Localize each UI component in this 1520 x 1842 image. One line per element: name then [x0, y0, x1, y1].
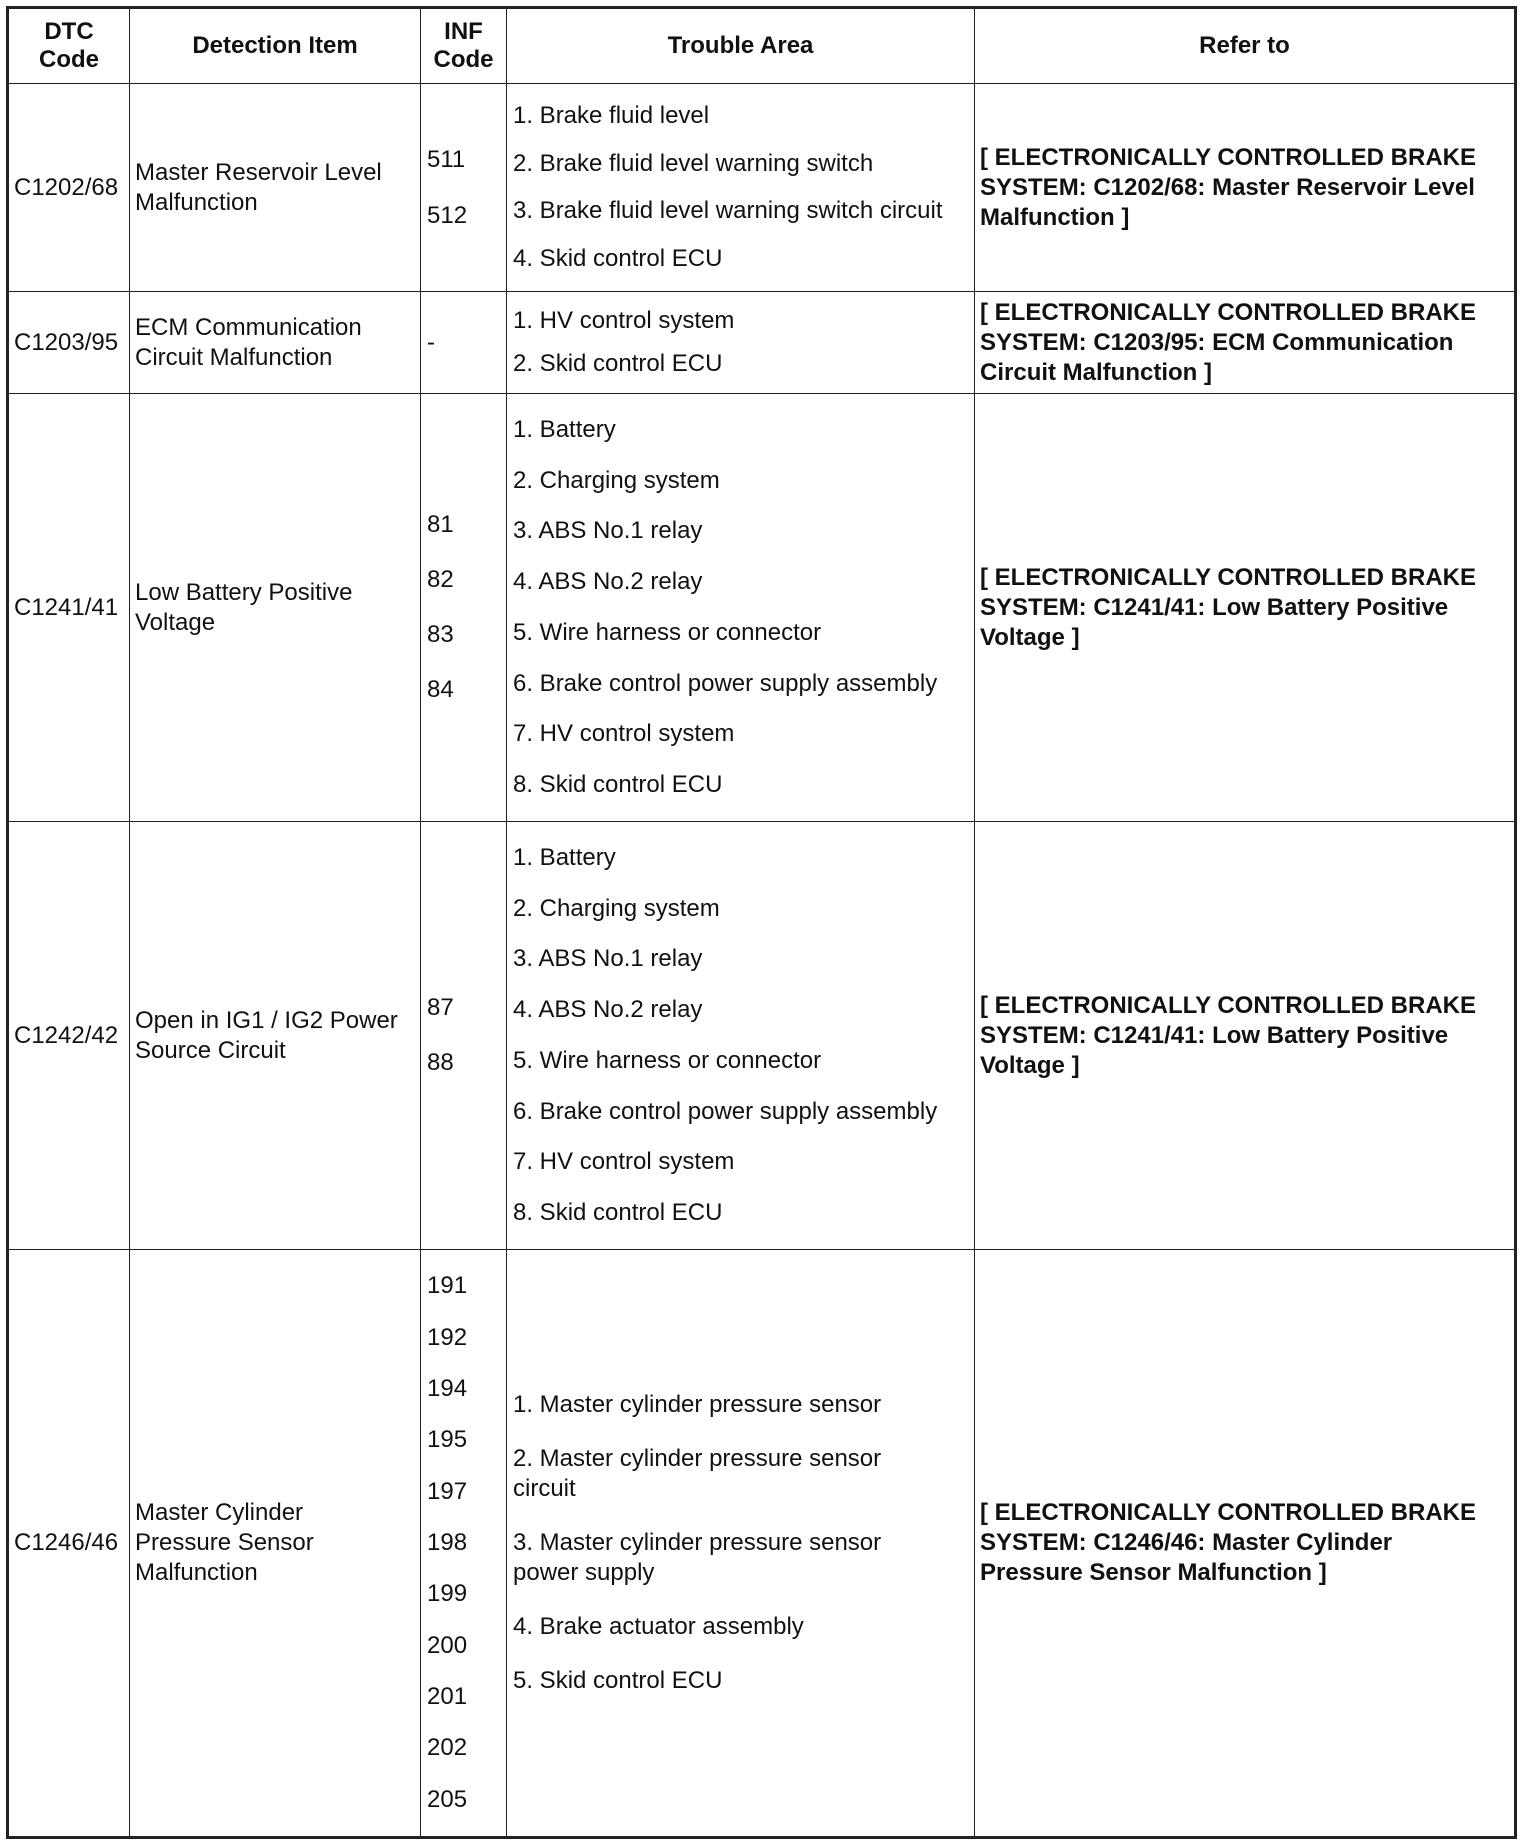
- trouble-area-cell: [507, 822, 975, 1250]
- trouble-item: 1. Brake fluid level: [513, 102, 710, 130]
- inf-code: 81: [427, 511, 454, 538]
- detection-item-cell: [130, 84, 421, 292]
- refer-to-cell: [975, 394, 1516, 822]
- trouble-item: 2. Charging system: [513, 894, 720, 922]
- detection-line: Pressure Sensor: [135, 1529, 314, 1556]
- detection-item-cell: [130, 1250, 421, 1838]
- refer-line: [ ELECTRONICALLY CONTROLLED BRAKE: [980, 1499, 1477, 1526]
- detection-line: ECM Communication: [135, 313, 362, 341]
- trouble-item: 2. Master cylinder pressure sensor circuit: [513, 1445, 882, 1502]
- inf-code: 83: [427, 621, 454, 648]
- trouble-item: 8. Skid control ECU: [513, 1199, 723, 1227]
- trouble-item: 1. Battery: [513, 415, 616, 443]
- trouble-item: 4. ABS No.2 relay: [513, 568, 703, 596]
- header-dtc-code: [8, 8, 130, 84]
- inf-code: 201: [427, 1682, 468, 1710]
- refer-to-cell: [975, 1250, 1516, 1838]
- trouble-item: 5. Skid control ECU: [513, 1667, 723, 1694]
- header-detection-item: Detection Item: [130, 8, 421, 84]
- trouble-item: 3. ABS No.1 relay: [513, 945, 703, 973]
- trouble-item: 6. Brake control power supply assembly: [513, 1097, 938, 1125]
- trouble-item: 7. HV control system: [513, 1148, 735, 1176]
- detection-line: Source Circuit: [135, 1036, 286, 1064]
- refer-line: SYSTEM: C1246/46: Master Cylinder: [980, 1529, 1393, 1556]
- header-refer-to: Refer to: [975, 8, 1516, 84]
- detection-line: Low Battery Positive: [135, 578, 353, 606]
- trouble-area-cell: [507, 394, 975, 822]
- refer-line: [ ELECTRONICALLY CONTROLLED BRAKE: [980, 991, 1477, 1019]
- detection-item-cell: [130, 822, 421, 1250]
- trouble-item: 4. ABS No.2 relay: [513, 996, 703, 1024]
- dtc-code-cell: C1246/46: [8, 1250, 130, 1838]
- trouble-item: 3. ABS No.1 relay: [513, 517, 703, 545]
- trouble-item: 3. Master cylinder pressure sensor power supply: [513, 1529, 882, 1586]
- table-row: [8, 822, 1516, 1250]
- inf-code-cell: [421, 394, 507, 822]
- inf-code: 200: [427, 1631, 468, 1659]
- header-inf-code-line: INF: [444, 18, 483, 45]
- trouble-item: 5. Wire harness or connector: [513, 618, 822, 646]
- refer-line: Voltage ]: [980, 623, 1080, 651]
- trouble-area-cell: [507, 292, 975, 394]
- inf-code-cell: [421, 1250, 507, 1838]
- table-row: [8, 1250, 1516, 1838]
- inf-code: 192: [427, 1323, 468, 1351]
- inf-code: 198: [427, 1528, 468, 1556]
- trouble-item: 4. Skid control ECU: [513, 244, 723, 272]
- refer-to-cell: [975, 84, 1516, 292]
- trouble-item: 4. Brake actuator assembly: [513, 1613, 804, 1640]
- table-row: [8, 84, 1516, 292]
- trouble-item: 6. Brake control power supply assembly: [513, 669, 938, 697]
- trouble-item: 1. Battery: [513, 843, 616, 871]
- inf-code: 191: [427, 1272, 468, 1300]
- inf-code: 194: [427, 1374, 468, 1402]
- refer-to-cell: [975, 822, 1516, 1250]
- dtc-code-cell: C1202/68: [8, 84, 130, 292]
- trouble-item: 2. Charging system: [513, 466, 720, 494]
- trouble-area-cell: [507, 84, 975, 292]
- refer-line: SYSTEM: C1241/41: Low Battery Positive: [980, 593, 1449, 621]
- refer-line: Voltage ]: [980, 1051, 1080, 1079]
- refer-to-cell: [975, 292, 1516, 394]
- detection-line: Voltage: [135, 608, 216, 636]
- inf-code: 205: [427, 1785, 468, 1813]
- trouble-item: 2. Skid control ECU: [513, 350, 723, 378]
- trouble-item: 1. HV control system: [513, 306, 735, 334]
- dtc-table: [6, 6, 1517, 1839]
- table-row: [8, 292, 1516, 394]
- header-inf-code: [421, 8, 507, 84]
- detection-item-cell: [130, 292, 421, 394]
- trouble-item: 2. Brake fluid level warning switch: [513, 149, 874, 177]
- detection-line: Master Reservoir Level: [135, 158, 382, 186]
- table-row: [8, 394, 1516, 822]
- refer-line: Pressure Sensor Malfunction ]: [980, 1559, 1327, 1586]
- inf-code-cell: [421, 84, 507, 292]
- refer-line: SYSTEM: C1241/41: Low Battery Positive: [980, 1021, 1449, 1049]
- refer-line: Malfunction ]: [980, 203, 1130, 231]
- inf-code: 88: [427, 1049, 454, 1076]
- header-row: [8, 8, 1516, 84]
- refer-line: [ ELECTRONICALLY CONTROLLED BRAKE: [980, 563, 1477, 591]
- inf-code-cell: [421, 292, 507, 394]
- refer-line: Circuit Malfunction ]: [980, 358, 1212, 386]
- refer-line: SYSTEM: C1203/95: ECM Communication: [980, 328, 1454, 356]
- inf-code: 202: [427, 1734, 468, 1762]
- trouble-item: 1. Master cylinder pressure sensor: [513, 1391, 882, 1418]
- trouble-item: 8. Skid control ECU: [513, 771, 723, 799]
- trouble-item: 5. Wire harness or connector: [513, 1046, 822, 1074]
- detection-line: Malfunction: [135, 188, 258, 216]
- inf-code: 87: [427, 994, 454, 1021]
- trouble-item: 7. HV control system: [513, 720, 735, 748]
- inf-code: 197: [427, 1477, 468, 1505]
- detection-line: Circuit Malfunction: [135, 343, 333, 371]
- inf-code: 511: [427, 145, 466, 173]
- header-trouble-area: Trouble Area: [507, 8, 975, 84]
- detection-line: Master Cylinder: [135, 1499, 304, 1526]
- trouble-area-cell: [507, 1250, 975, 1838]
- detection-line: Open in IG1 / IG2 Power: [135, 1006, 398, 1034]
- header-dtc-code-line: Code: [39, 46, 99, 73]
- inf-code: 82: [427, 566, 454, 593]
- dtc-code-cell: C1203/95: [8, 292, 130, 394]
- refer-line: [ ELECTRONICALLY CONTROLLED BRAKE: [980, 298, 1477, 326]
- inf-code-cell: [421, 822, 507, 1250]
- dtc-code-cell: C1241/41: [8, 394, 130, 822]
- inf-code: 195: [427, 1426, 468, 1454]
- inf-code: 84: [427, 676, 454, 703]
- header-inf-code-line: Code: [433, 46, 494, 73]
- detection-item-cell: [130, 394, 421, 822]
- header-dtc-code-line: DTC: [44, 18, 94, 45]
- refer-line: SYSTEM: C1202/68: Master Reservoir Level: [980, 173, 1475, 201]
- detection-line: Malfunction: [135, 1559, 258, 1586]
- refer-line: [ ELECTRONICALLY CONTROLLED BRAKE: [980, 143, 1477, 171]
- dtc-code-cell: C1242/42: [8, 822, 130, 1250]
- inf-code: 199: [427, 1580, 468, 1608]
- trouble-item: 3. Brake fluid level warning switch circuit: [513, 197, 943, 225]
- inf-code: -: [427, 328, 435, 356]
- inf-code: 512: [427, 201, 468, 229]
